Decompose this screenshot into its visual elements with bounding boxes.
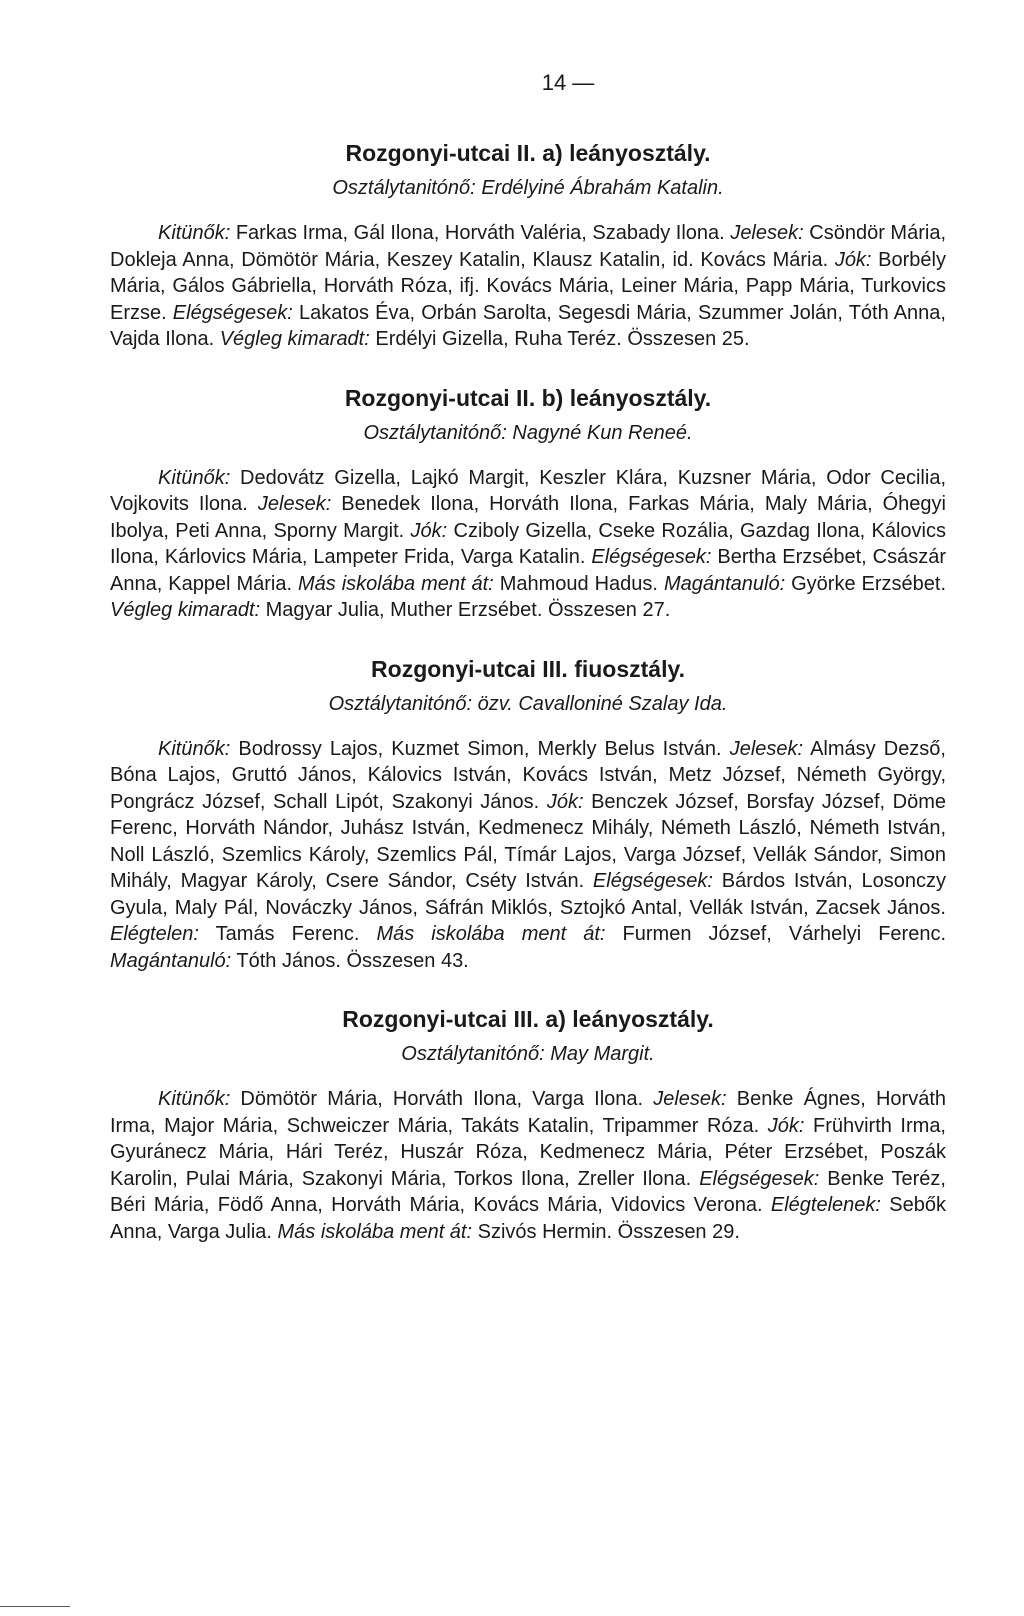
teacher-label: Osztálytanitónő:: [363, 421, 507, 444]
class-section: [110, 654, 946, 975]
category-label: Jók:: [546, 790, 584, 813]
student-names: Benedek Ilona, Horváth Ilona, Farkas Mária, Maly Mária, Óhegyi Ibolya, Peti Anna, Sporny Margit.: [110, 493, 946, 542]
class-sections: [110, 138, 946, 1245]
category-label: Más iskolába ment át:: [277, 1220, 473, 1243]
category-label: Magántanuló:: [110, 949, 232, 972]
class-teacher: [110, 419, 946, 447]
section-heading: Rozgonyi-utcai II. a) leányosztály.: [345, 140, 711, 166]
category-label: Magántanuló:: [663, 572, 786, 595]
teacher-name: Nagyné Kun Reneé.: [512, 421, 693, 444]
class-teacher: [110, 690, 946, 718]
student-names: Almásy Dezső, Bóna Lajos, Gruttó János, Kálovics István, Kovács István, Metz József, Németh György, Pongrácz József, Schall Lipót, Szakonyi János.: [110, 737, 946, 813]
class-section: [110, 138, 946, 353]
category-label: Végleg kimaradt:: [219, 328, 370, 350]
category-label: Jelesek:: [729, 737, 804, 760]
teacher-label: Osztálytanitónő:: [328, 692, 473, 715]
student-names: Cziboly Gizella, Cseke Rozália, Gazdag Ilona, Kálovics Ilona, Kárlovics Mária, Lampeter Frida, Varga Katalin.: [110, 519, 946, 568]
student-names: Furmen József, Várhelyi Ferenc.: [605, 923, 946, 945]
student-names: Tóth János. Összesen 43.: [231, 949, 469, 972]
class-teacher: [110, 174, 946, 202]
category-label: Jók:: [410, 519, 448, 542]
category-label: Jók:: [767, 1114, 805, 1137]
student-names: Magyar Julia, Muther Erzsébet. Összesen 27.: [260, 599, 671, 621]
category-label: Jelesek:: [257, 493, 332, 515]
page-number: 14 —: [541, 70, 595, 95]
category-label: Kitünők:: [158, 222, 231, 244]
student-names: Szivós Hermin. Összesen 29.: [472, 1220, 740, 1243]
student-names: Benke Ágnes, Horváth Irma, Major Mária, Schweiczer Mária, Takáts Katalin, Tripammer Róza.: [110, 1088, 946, 1137]
student-names: Farkas Irma, Gál Ilona, Horváth Valéria, Szabady Ilona.: [230, 222, 731, 244]
class-section: [110, 383, 946, 624]
category-label: Más iskolába ment át:: [298, 572, 494, 595]
student-names: Lakatos Éva, Orbán Sarolta, Segesdi Mária, Szummer Jolán, Tóth Anna, Vajda Ilona.: [110, 301, 946, 350]
student-names: Sebők Anna, Varga Julia.: [110, 1194, 946, 1243]
student-list: [110, 220, 946, 353]
category-label: Végleg kimaradt:: [110, 599, 261, 621]
category-label: Elégtelenek:: [770, 1194, 881, 1216]
category-label: Elégségesek:: [592, 870, 713, 892]
student-names: Dedovátz Gizella, Lajkó Margit, Keszler Klára, Kuzsner Mária, Odor Cecilia, Vojkovits Ilona.: [110, 466, 946, 515]
teacher-name: özv. Cavalloniné Szalay Ida.: [477, 692, 728, 715]
category-label: Elégségesek:: [591, 546, 712, 568]
category-label: Elégségesek:: [172, 301, 293, 324]
category-label: Jelesek:: [653, 1088, 727, 1110]
section-heading: Rozgonyi-utcai II. b) leányosztály.: [344, 384, 712, 411]
student-names: Dömötör Mária, Horváth Ilona, Varga Ilona.: [230, 1088, 654, 1110]
category-label: Kitünők:: [158, 737, 231, 760]
section-heading: Rozgonyi-utcai III. fiuosztály.: [371, 655, 685, 682]
section-heading: Rozgonyi-utcai III. a) leányosztály.: [342, 1006, 714, 1032]
category-label: Más iskolába ment át:: [376, 923, 606, 945]
category-label: Jelesek:: [730, 222, 804, 244]
student-names: Csöndör Mária, Dokleja Anna, Dömötör Mária, Keszey Katalin, Klausz Katalin, id. Kovács Mária.: [110, 222, 947, 271]
student-names: Bodrossy Lajos, Kuzmet Simon, Merkly Belus István.: [230, 737, 730, 760]
teacher-name: May Margit.: [550, 1043, 655, 1065]
student-names: Bárdos István, Losonczy Gyula, Maly Pál, Nováczky János, Sáfrán Miklós, Sztojkó Antal, Vellák István, Zacsek János.: [110, 870, 947, 919]
student-names: Benczek József, Borsfay József, Döme Ferenc, Horváth Nándor, Juhász István, Kedmenecz Mihály, Németh László, Németh István, Noll László, Szemlics Károly, Szemlics Pál, Tímár Lajos, Varga József, Vellák Sándor, Simon Mihály, Magyar Károly, Csere Sándor, Cséty István.: [110, 790, 946, 892]
student-names: Bertha Erzsébet, Császár Anna, Kappel Mária.: [110, 546, 946, 595]
teacher-name: Erdélyiné Ábrahám Katalin.: [481, 177, 724, 199]
category-label: Kitünők:: [158, 1088, 231, 1110]
student-names: Borbély Mária, Gálos Gábriella, Horváth Róza, ifj. Kovács Mária, Leiner Mária, Papp Mária, Turkovics Erzse.: [110, 248, 946, 324]
student-list: [110, 465, 946, 624]
category-label: Elégtelen:: [110, 923, 199, 945]
student-names: Erdélyi Gizella, Ruha Teréz. Összesen 25.: [369, 328, 750, 350]
teacher-label: Osztálytanitónő:: [401, 1043, 545, 1065]
student-names: Tamás Ferenc.: [198, 923, 377, 945]
class-teacher: [110, 1040, 946, 1068]
student-list: [110, 1086, 946, 1245]
category-label: Elégségesek:: [699, 1167, 820, 1190]
category-label: Kitünők:: [158, 466, 231, 489]
student-names: Benke Teréz, Béri Mária, Födő Anna, Horváth Mária, Kovács Mária, Vidovics Verona.: [110, 1167, 946, 1216]
student-names: Frühvirth Irma, Gyuránecz Mária, Hári Teréz, Huszár Róza, Kedmenecz Mária, Péter Erzsébet, Poszák Karolin, Pulai Mária, Szakonyi Mária, Torkos Ilona, Zreller Ilona.: [110, 1114, 946, 1190]
student-names: Mahmoud Hadus.: [493, 572, 664, 595]
footer-rule: [0, 1606, 70, 1607]
class-section: [110, 1004, 946, 1245]
student-names: Györke Erzsébet.: [785, 572, 947, 595]
category-label: Jók:: [834, 248, 872, 271]
teacher-label: Osztálytanitónő:: [332, 177, 476, 199]
document-page: [110, 70, 946, 1275]
student-list: [110, 736, 946, 975]
